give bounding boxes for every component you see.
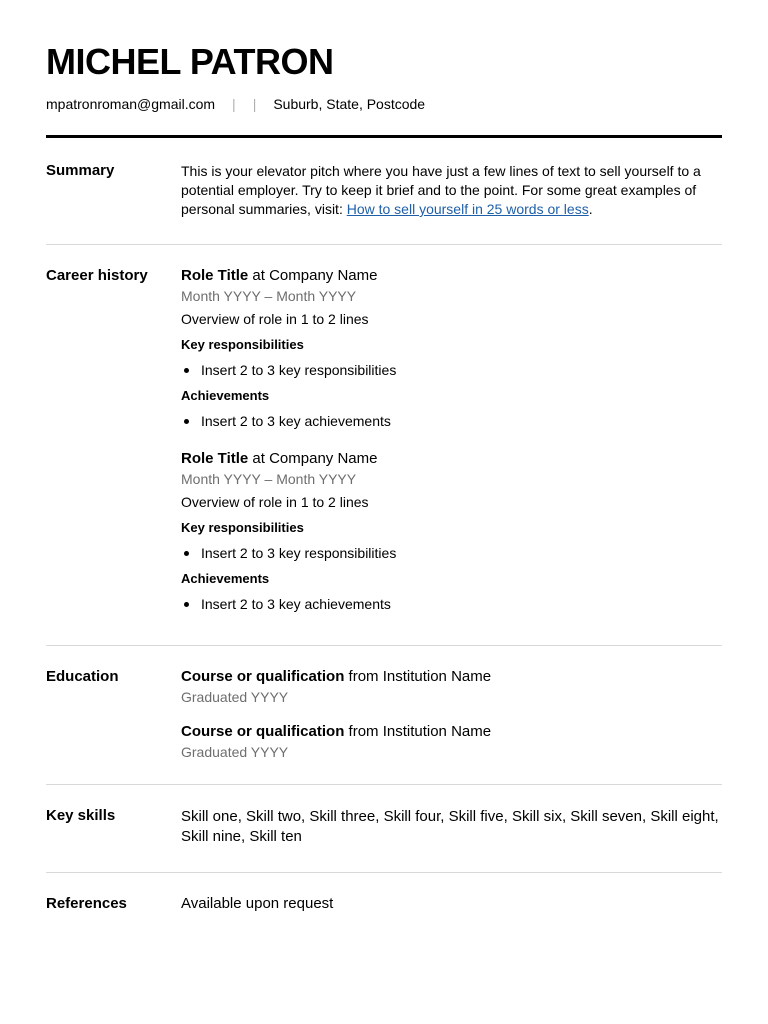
- role-overview: Overview of role in 1 to 2 lines: [181, 311, 369, 327]
- bullet-icon: [184, 551, 189, 556]
- summary-trailing: .: [588, 201, 593, 217]
- role-entry: [181, 267, 722, 430]
- role-title: Role Title: [181, 267, 249, 284]
- responsibilities-list: [181, 361, 722, 379]
- role-entry: [181, 450, 722, 613]
- bullet-text: Insert 2 to 3 key responsibilities: [201, 545, 397, 561]
- career-content: [181, 267, 722, 613]
- role-company: at Company Name: [248, 267, 378, 284]
- role-dates: Month YYYY – Month YYYY: [181, 471, 357, 487]
- references-content: [181, 895, 722, 913]
- role-title-line: [181, 450, 722, 468]
- bullet-icon: [184, 419, 189, 424]
- responsibilities-heading: Key responsibilities: [181, 520, 304, 535]
- responsibilities-heading: Key responsibilities: [181, 337, 304, 352]
- role-overview: Overview of role in 1 to 2 lines: [181, 494, 369, 510]
- bullet-text: Insert 2 to 3 key achievements: [201, 596, 391, 612]
- section-label-education: Education: [46, 668, 119, 685]
- contact-line: [46, 95, 425, 113]
- section-divider: [46, 784, 722, 785]
- header-divider: [46, 135, 722, 138]
- course-name: Course or qualification: [181, 668, 345, 685]
- list-item: [181, 361, 722, 379]
- education-title-line: [181, 668, 722, 686]
- education-content: [181, 668, 722, 761]
- course-name: Course or qualification: [181, 723, 345, 740]
- institution: from Institution Name: [344, 723, 492, 740]
- role-dates: Month YYYY – Month YYYY: [181, 288, 357, 304]
- list-item: [181, 412, 722, 430]
- summary-link[interactable]: How to sell yourself in 25 words or less: [346, 201, 589, 217]
- role-title: Role Title: [181, 450, 249, 467]
- achievements-list: [181, 412, 722, 430]
- role-title-line: [181, 267, 722, 285]
- education-entry: [181, 668, 722, 706]
- section-divider: [46, 645, 722, 646]
- responsibilities-list: [181, 544, 722, 562]
- achievements-heading: Achievements: [181, 571, 270, 586]
- email-address: mpatronroman@gmail.com: [46, 96, 216, 112]
- summary-body: This is your elevator pitch where you have just a few lines of text to sell yourself to a potential employer. Try to keep it brief and to the point. For some great examples of personal summaries, visit:: [181, 163, 701, 217]
- education-title-line: [181, 723, 722, 741]
- section-label-references: References: [46, 895, 127, 912]
- list-item: [181, 544, 722, 562]
- skills-text: Skill one, Skill two, Skill three, Skill four, Skill five, Skill six, Skill seven, Skill eight, Skill nine, Skill ten: [181, 808, 719, 845]
- institution: from Institution Name: [344, 668, 492, 685]
- summary-content: [181, 162, 722, 219]
- achievements-heading: Achievements: [181, 388, 270, 403]
- bullet-icon: [184, 602, 189, 607]
- section-divider: [46, 244, 722, 245]
- section-label-skills: Key skills: [46, 807, 116, 824]
- achievements-list: [181, 595, 722, 613]
- section-label-career: Career history: [46, 267, 148, 284]
- section-label-summary: Summary: [46, 162, 115, 179]
- bullet-text: Insert 2 to 3 key responsibilities: [201, 362, 397, 378]
- education-entry: [181, 723, 722, 761]
- contact-separator: |: [232, 96, 236, 112]
- bullet-icon: [184, 368, 189, 373]
- location: Suburb, State, Postcode: [273, 96, 426, 112]
- references-text: Available upon request: [181, 895, 334, 912]
- list-item: [181, 595, 722, 613]
- summary-text: [181, 162, 722, 219]
- section-divider: [46, 872, 722, 873]
- contact-separator: |: [252, 96, 257, 112]
- role-company: at Company Name: [248, 450, 378, 467]
- graduation-date: Graduated YYYY: [181, 744, 289, 760]
- bullet-text: Insert 2 to 3 key achievements: [201, 413, 391, 429]
- graduation-date: Graduated YYYY: [181, 689, 289, 705]
- skills-content: [181, 807, 722, 847]
- candidate-name: MICHEL PATRON: [46, 41, 334, 82]
